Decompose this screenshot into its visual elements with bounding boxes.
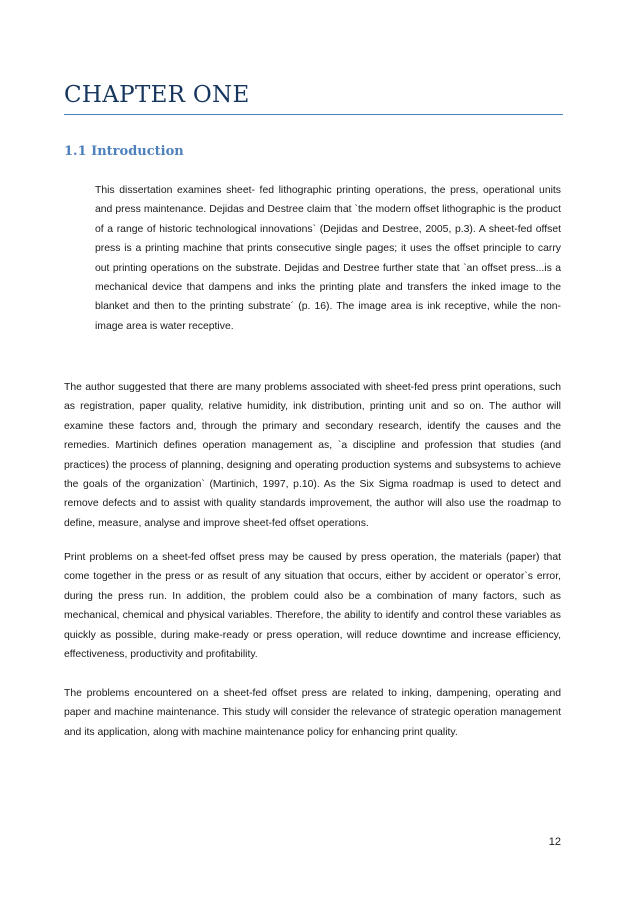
- chapter-title: CHAPTER ONE: [64, 82, 250, 108]
- body-paragraph: The author suggested that there are many problems associated with sheet-fed press print operations, such as registration, paper quality, relative humidity, ink distribution, printing unit and so on. The author will examine these factors and, through the primary and secondary research, identify the causes and the remedies. Martinich defines operation management as, `a discipline and profession that studies (and practices) the process of planning, designing and operating production systems and subsystems to achieve the goals of the organization` (Martinich, 1997, p.10). As the Six Sigma roadmap is used to detect and remove defects and to assist with quality standards improvement, the author will also use the roadmap to define, measure, analyse and improve sheet-fed offset operations.: [64, 382, 561, 529]
- title-underline-rule: [64, 114, 563, 115]
- page-number: 12: [548, 836, 561, 848]
- body-paragraph: The problems encountered on a sheet-fed offset press are related to inking, dampening, operating and paper and machine maintenance. This study will consider the relevance of strategic operation management and its application, along with machine maintenance policy for enhancing print quality.: [64, 688, 561, 738]
- body-paragraph-indented: This dissertation examines sheet- fed lithographic printing operations, the press, operational units and press maintenance. Dejidas and Destree claim that `the modern offset lithographic is the product of a range of historic technological innovations` (Dejidas and Destree, 2005, p.3). A sheet-fed offset press is a printing machine that prints consecutive single pages; it uses the offset principle to carry out printing operations on the substrate. Dejidas and Destree further state that `an offset press...is a mechanical device that dampens and inks the printing plate and transfers the inked image to the blanket and then to the printing substrate´ (p. 16). The image area is ink receptive, while the non-image area is water receptive.: [95, 185, 561, 332]
- section-heading: 1.1 Introduction: [64, 144, 184, 159]
- body-paragraph: Print problems on a sheet-fed offset press may be caused by press operation, the materials (paper) that come together in the press or as result of any situation that occurs, either by accident or operator`s error, during the press run. In addition, the problem could also be a combination of many factors, such as mechanical, chemical and physical variables. Therefore, the ability to identify and control these variables as quickly as possible, during make-ready or press operation, will reduce downtime and increase efficiency, effectiveness, productivity and profitability.: [64, 552, 561, 661]
